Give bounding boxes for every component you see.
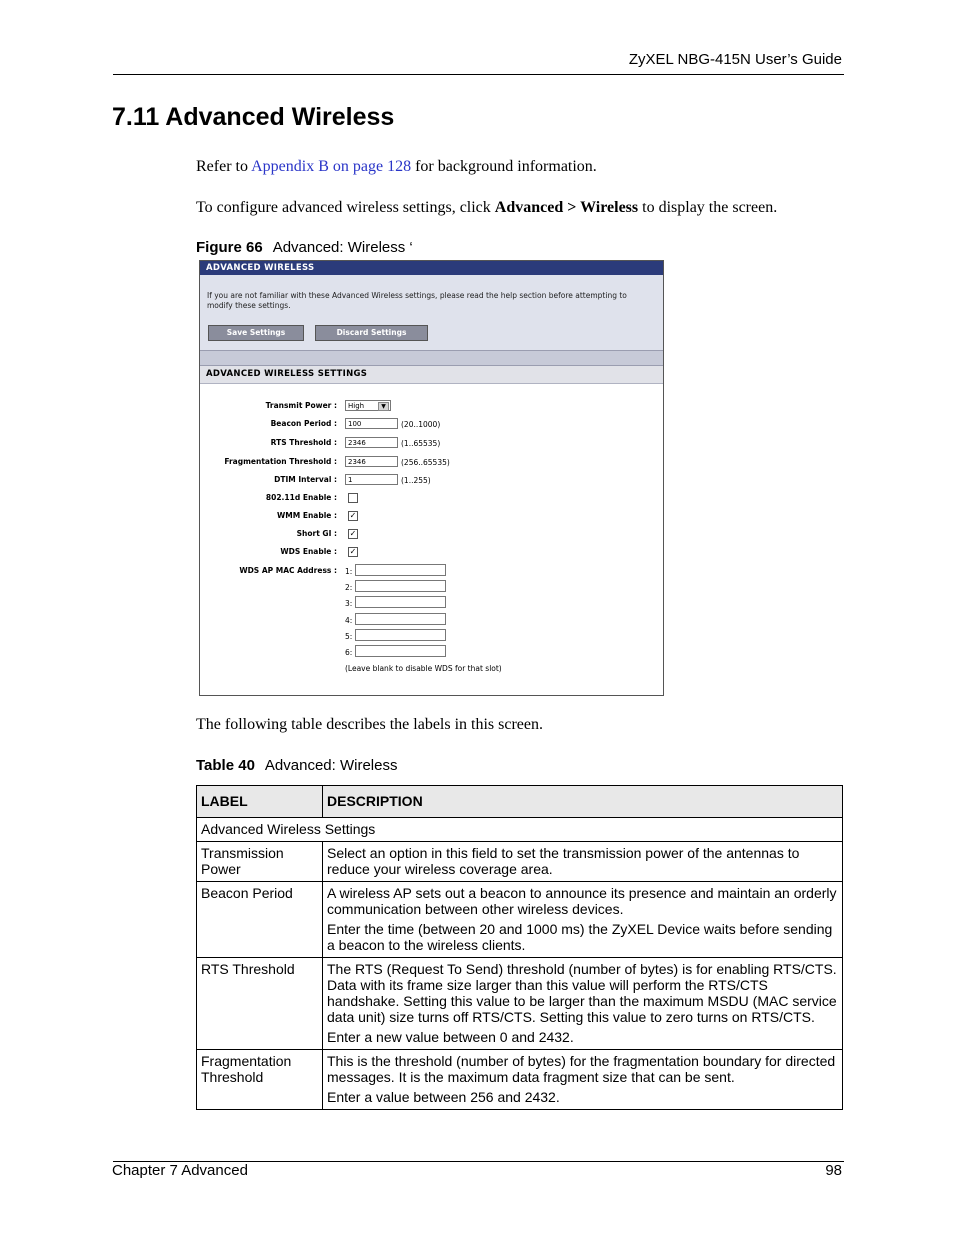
wmm-enable-checkbox[interactable]: ✓ bbox=[349, 511, 357, 520]
beacon-period-range: (20..1000) bbox=[401, 420, 441, 429]
configure-path: Advanced > Wireless bbox=[494, 199, 639, 216]
wds-enable-checkbox[interactable]: ✓ bbox=[349, 547, 357, 556]
row-label: Transmission Power bbox=[197, 842, 323, 882]
row-description bbox=[323, 958, 843, 1050]
table-row bbox=[197, 882, 843, 958]
header-description: DESCRIPTION bbox=[323, 786, 843, 818]
d11-enable-checkbox[interactable] bbox=[348, 493, 358, 503]
wds-slot-2-label: 2: bbox=[345, 583, 353, 592]
advanced-wireless-screenshot bbox=[199, 260, 664, 696]
description-paragraph: Enter the time (between 20 and 1000 ms) the ZyXEL Device waits before sending a beacon to the wireless clients. bbox=[327, 921, 833, 953]
panel-title: ADVANCED WIRELESS bbox=[200, 261, 663, 275]
fragmentation-threshold-input[interactable]: 2346 bbox=[345, 456, 398, 467]
settings-section-title: ADVANCED WIRELESS SETTINGS bbox=[200, 366, 663, 384]
figure-title: Advanced: Wireless ‘ bbox=[272, 239, 413, 256]
row-label: Fragmentation Threshold bbox=[197, 1050, 323, 1110]
wds-mac-input-6[interactable] bbox=[355, 645, 446, 657]
short-gi-checkbox[interactable]: ✓ bbox=[349, 529, 357, 538]
wds-mac-label: WDS AP MAC Address : bbox=[239, 566, 337, 575]
description-paragraph: Enter a new value between 0 and 2432. bbox=[327, 1029, 574, 1045]
appendix-link[interactable]: Appendix B on page 128 bbox=[251, 158, 412, 175]
transmit-power-select[interactable] bbox=[345, 400, 391, 411]
settings-form bbox=[200, 384, 663, 684]
configure-paragraph bbox=[196, 199, 777, 217]
row-description bbox=[323, 882, 843, 958]
d11-enable-label: 802.11d Enable : bbox=[265, 493, 337, 502]
refer-suffix: for background information. bbox=[411, 158, 597, 175]
figure-number: Figure 66 bbox=[196, 239, 263, 256]
figure-caption bbox=[196, 239, 413, 256]
section-title: 7.11 Advanced Wireless bbox=[112, 103, 395, 131]
description-paragraph: Enter a value between 256 and 2432. bbox=[327, 1089, 560, 1105]
configure-suffix: to display the screen. bbox=[638, 199, 778, 216]
wds-slot-5-label: 5: bbox=[345, 632, 353, 641]
label-description-table bbox=[196, 785, 843, 1110]
beacon-period-input[interactable]: 100 bbox=[345, 418, 398, 429]
rts-threshold-label: RTS Threshold : bbox=[270, 438, 337, 447]
wmm-enable-label: WMM Enable : bbox=[277, 511, 337, 520]
refer-paragraph bbox=[196, 158, 597, 176]
row-label: Beacon Period bbox=[197, 882, 323, 958]
row-label: RTS Threshold bbox=[197, 958, 323, 1050]
dtim-interval-range: (1..255) bbox=[401, 476, 431, 485]
wds-slot-1-label: 1: bbox=[345, 567, 353, 576]
table-row bbox=[197, 1050, 843, 1110]
rts-threshold-input[interactable]: 2346 bbox=[345, 437, 398, 448]
wds-mac-input-5[interactable] bbox=[355, 629, 446, 641]
description-paragraph: This is the threshold (number of bytes) for the fragmentation boundary for directed messages. It is the maximum data fragment size that can be sent. bbox=[327, 1053, 836, 1085]
wds-slot-4-label: 4: bbox=[345, 616, 353, 625]
table-intro: The following table describes the labels in this screen. bbox=[196, 716, 544, 733]
table-section-row bbox=[197, 818, 843, 842]
save-settings-button[interactable]: Save Settings bbox=[208, 325, 304, 341]
wds-note: (Leave blank to disable WDS for that slot) bbox=[345, 664, 502, 673]
dtim-interval-label: DTIM Interval : bbox=[274, 475, 337, 484]
description-paragraph: Select an option in this field to set the transmission power of the antennas to reduce your wireless coverage area. bbox=[327, 845, 800, 877]
transmit-power-label: Transmit Power : bbox=[265, 401, 337, 410]
configure-prefix: To configure advanced wireless settings, click bbox=[196, 199, 495, 216]
chevron-down-icon[interactable]: ▼ bbox=[378, 402, 389, 411]
discard-settings-button[interactable]: Discard Settings bbox=[315, 325, 428, 341]
description-paragraph: The RTS (Request To Send) threshold (number of bytes) is for enabling RTS/CTS. Data with its frame size larger than this value will perform the RTS/CTS handshake. Setting this value to be larger than the maximum MSDU (MAC service data unit) size turns off RTS/CTS. Setting this value to zero turns on RTS/CTS. bbox=[327, 961, 837, 1025]
footer-page-number: 98 bbox=[825, 1162, 842, 1179]
header-rule bbox=[113, 74, 844, 75]
short-gi-label: Short GI : bbox=[296, 529, 337, 538]
rts-threshold-range: (1..65535) bbox=[401, 439, 441, 448]
help-message: If you are not familiar with these Advanced Wireless settings, please read the help section before attempting to modify these settings. bbox=[207, 291, 627, 310]
footer-chapter: Chapter 7 Advanced bbox=[112, 1162, 248, 1179]
refer-prefix: Refer to bbox=[196, 158, 252, 175]
wds-mac-input-4[interactable] bbox=[355, 613, 446, 625]
transmit-power-value: High bbox=[348, 402, 365, 410]
row-description bbox=[323, 842, 843, 882]
section-row-cell: Advanced Wireless Settings bbox=[197, 818, 843, 842]
row-description bbox=[323, 1050, 843, 1110]
dtim-interval-input[interactable]: 1 bbox=[345, 474, 398, 485]
description-paragraph: A wireless AP sets out a beacon to announce its presence and maintain an orderly communication between other wireless devices. bbox=[327, 885, 837, 917]
header-label: LABEL bbox=[197, 786, 323, 818]
info-area bbox=[200, 275, 663, 350]
wds-slot-3-label: 3: bbox=[345, 599, 353, 608]
fragmentation-threshold-label: Fragmentation Threshold : bbox=[224, 457, 337, 466]
wds-mac-input-3[interactable] bbox=[355, 596, 446, 608]
wds-enable-label: WDS Enable : bbox=[280, 547, 337, 556]
table-header-row bbox=[197, 786, 843, 818]
table-row bbox=[197, 842, 843, 882]
wds-slot-6-label: 6: bbox=[345, 648, 353, 657]
table-row bbox=[197, 958, 843, 1050]
running-header: ZyXEL NBG-415N User’s Guide bbox=[628, 51, 842, 68]
wds-mac-input-2[interactable] bbox=[355, 580, 446, 592]
beacon-period-label: Beacon Period : bbox=[270, 419, 337, 428]
separator-strip bbox=[200, 350, 663, 366]
table-title: Advanced: Wireless bbox=[264, 757, 398, 774]
table-caption bbox=[196, 757, 397, 774]
wds-mac-input-1[interactable] bbox=[355, 564, 446, 576]
table-number: Table 40 bbox=[196, 757, 255, 774]
fragmentation-threshold-range: (256..65535) bbox=[401, 458, 450, 467]
